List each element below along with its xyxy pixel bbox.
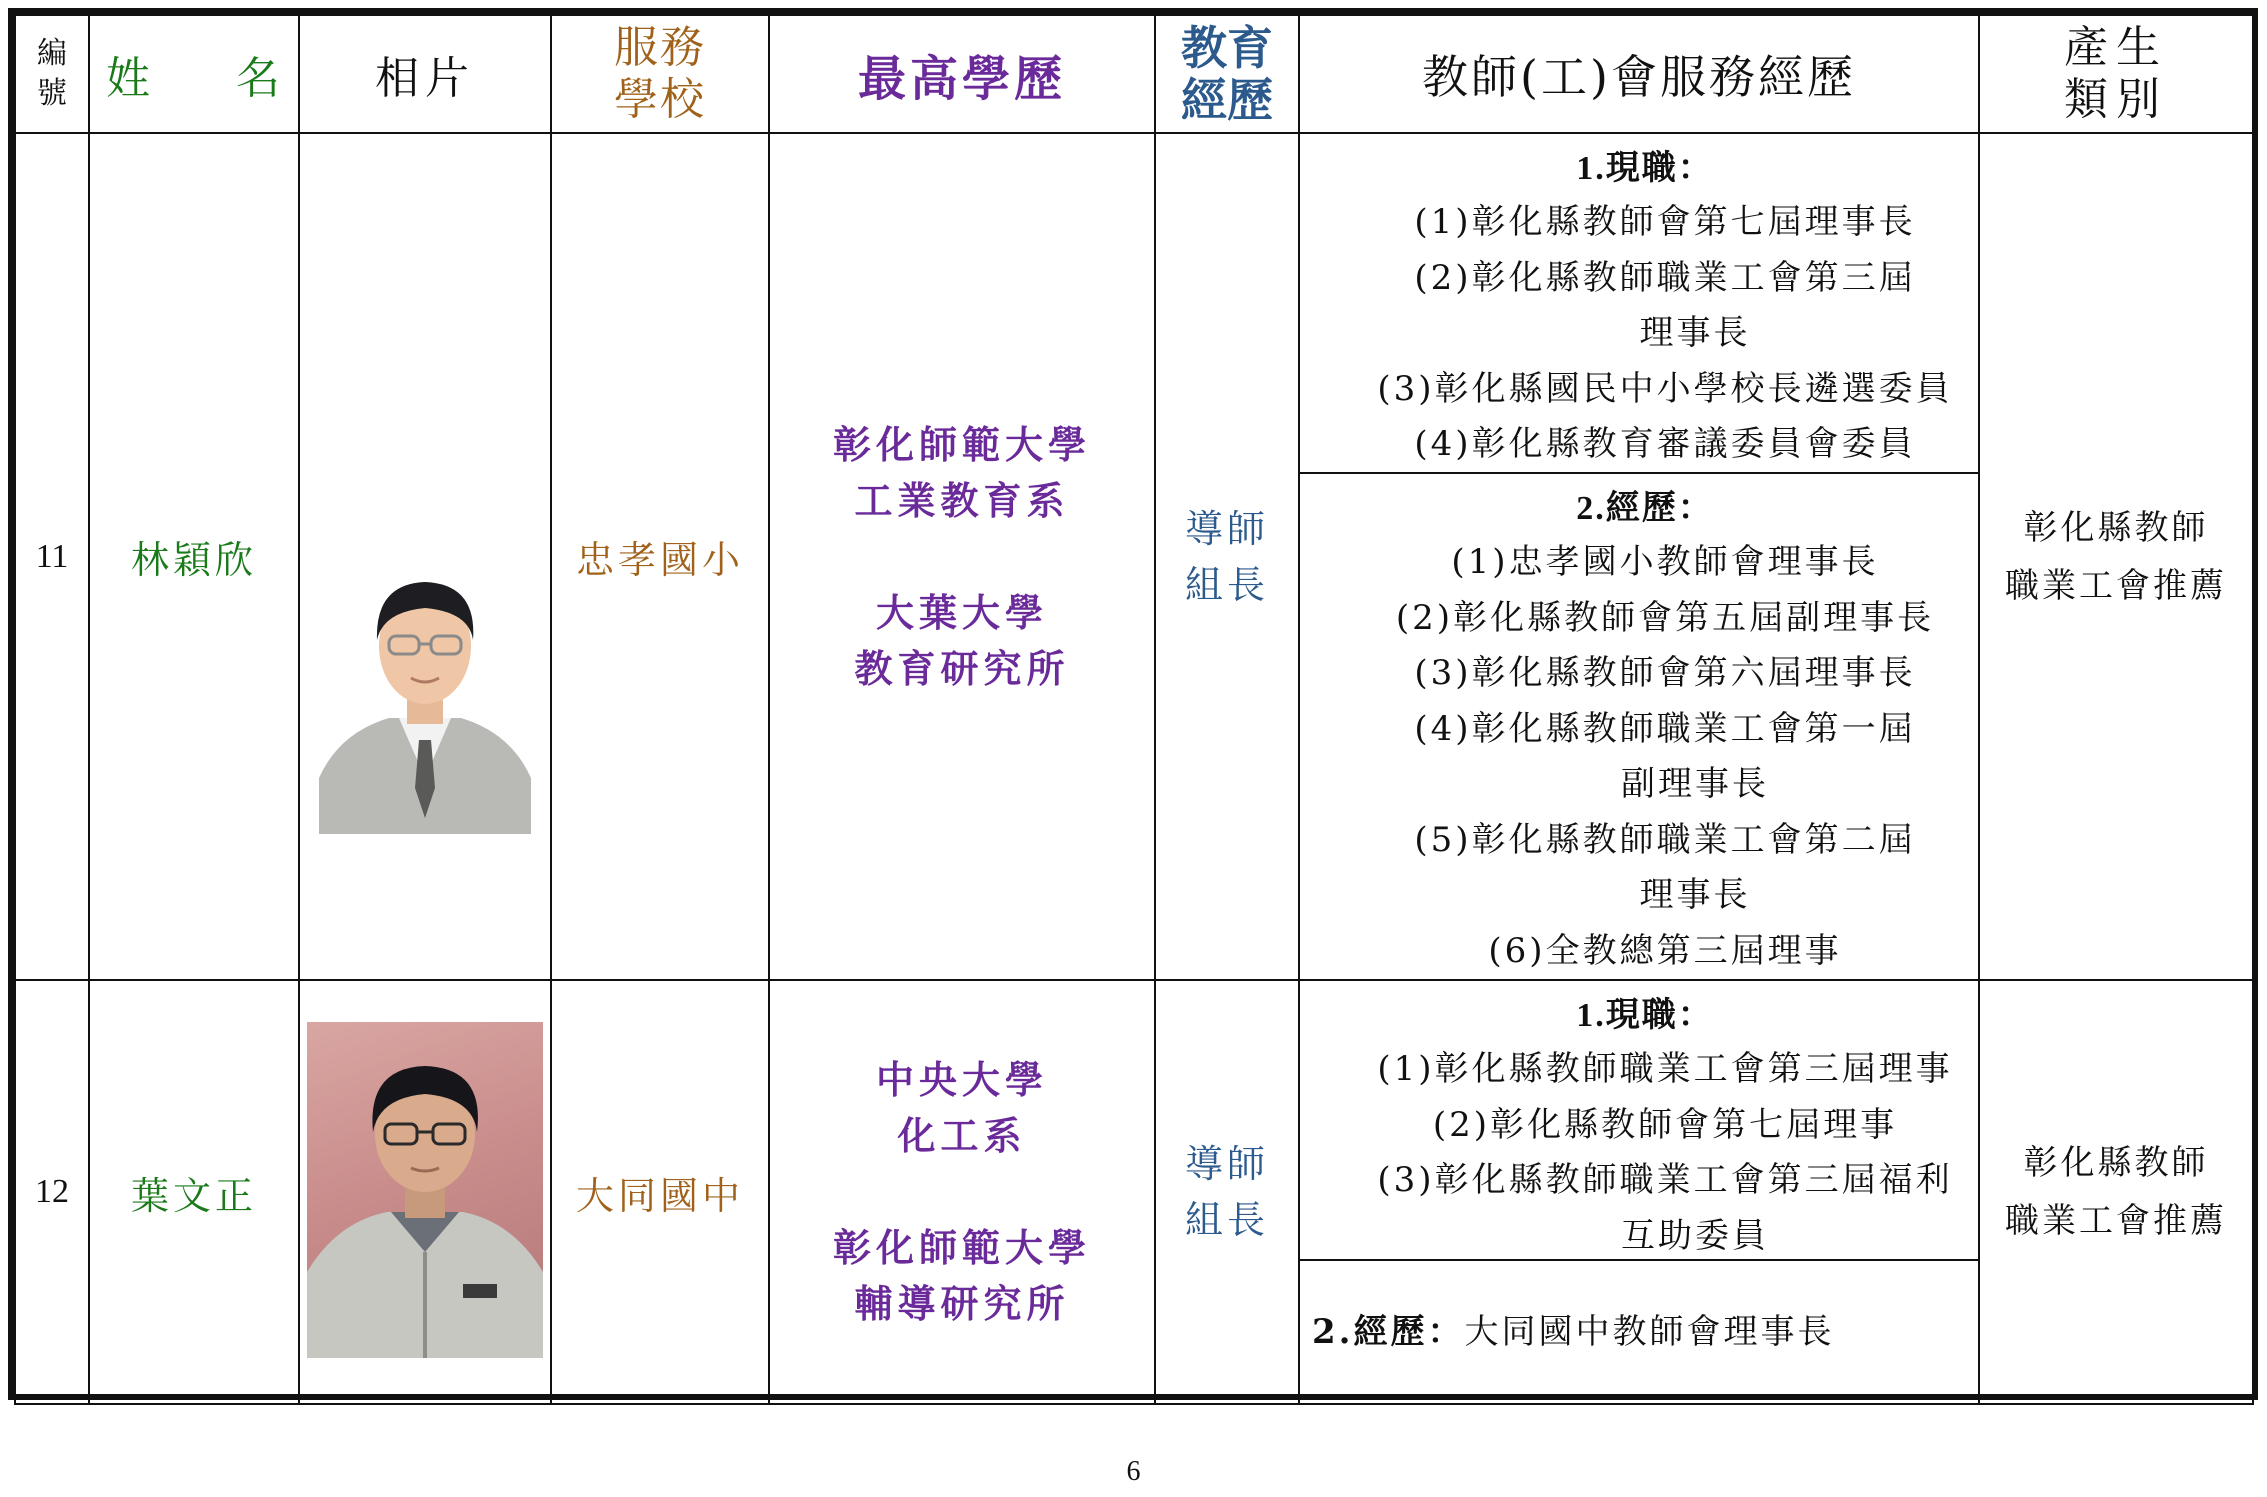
union-service-cell — [1299, 133, 1979, 980]
list-item: (4)彰化縣教育審議委員會委員 — [1414, 424, 1916, 464]
header-education: 最高學歷 — [769, 15, 1155, 133]
past-positions: 2.經歷： (1)忠孝國小教師會理事長 (2)彰化縣教師會第五屆副理事長 (3)彰化縣教師會第六屆理事長 (4)彰化縣教師職業工會第一屆 副理事長 (5)彰化縣教師職業工會第二屆 理事長 (6)全教總第三屆理事 — [1300, 472, 1978, 979]
list-item: (2)彰化縣教師會第五屆副理事長 — [1395, 597, 1935, 638]
category-cell: 彰化縣教師 職業工會推薦 — [1979, 980, 2253, 1404]
candidate-photo-cell — [299, 980, 551, 1404]
list-item: (4)彰化縣教師職業工會第一屆 — [1414, 708, 1916, 749]
education-cell: 中央大學 化工系 彰化師範大學 輔導研究所 — [769, 980, 1155, 1404]
experience-cell: 導師 組長 — [1155, 133, 1299, 980]
past-positions: 2.經歷：大同國中教師會理事長 — [1300, 1259, 1978, 1403]
row-number: 11 — [15, 133, 89, 980]
list-item: (1)彰化縣教師職業工會第三屆理事 — [1377, 1049, 1953, 1089]
list-item: (2)彰化縣教師會第七屆理事 — [1432, 1104, 1898, 1145]
header-union-service: 教師(工)會服務經歷 — [1299, 15, 1979, 133]
header-no: 編 號 — [15, 15, 89, 133]
candidate-photo-cell — [299, 133, 551, 980]
table-header-row — [15, 15, 2253, 133]
list-item: 大同國中教師會理事長 — [1464, 1312, 1835, 1352]
list-item: 互助委員 — [1621, 1215, 1769, 1256]
candidate-name: 林穎欣 — [89, 133, 299, 980]
portrait-photo-icon — [307, 1022, 543, 1358]
education-cell: 彰化師範大學 工業教育系 大葉大學 教育研究所 — [769, 133, 1155, 980]
service-school: 忠孝國小 — [551, 133, 769, 980]
candidate-table — [14, 14, 2254, 1405]
header-category: 產生 類別 — [1979, 15, 2253, 133]
current-positions: 1.現職： (1)彰化縣教師職業工會第三屆理事 (2)彰化縣教師會第七屆理事 (3)彰化縣教師職業工會第三屆福利 互助委員 — [1300, 981, 1978, 1259]
union-service-cell — [1299, 980, 1979, 1404]
header-experience: 教育 經歷 — [1155, 15, 1299, 133]
table-row — [15, 133, 2253, 980]
list-item: (2)彰化縣教師職業工會第三屆 — [1414, 257, 1916, 298]
list-item: (1)忠孝國小教師會理事長 — [1451, 542, 1879, 582]
category-cell: 彰化縣教師 職業工會推薦 — [1979, 133, 2253, 980]
list-item: (3)彰化縣教師職業工會第三屆福利 — [1377, 1160, 1953, 1200]
portrait-photo-icon — [319, 528, 531, 834]
list-item: (3)彰化縣教師會第六屆理事長 — [1414, 653, 1916, 693]
row-number: 12 — [15, 980, 89, 1404]
list-item: (6)全教總第三屆理事 — [1488, 930, 1842, 971]
list-item: (3)彰化縣國民中小學校長遴選委員 — [1377, 368, 1953, 409]
list-item: 副理事長 — [1621, 764, 1769, 804]
list-item: (1)彰化縣教師會第七屆理事長 — [1414, 202, 1916, 242]
service-school: 大同國中 — [551, 980, 769, 1404]
header-photo: 相片 — [299, 15, 551, 133]
list-item: (5)彰化縣教師職業工會第二屆 — [1414, 819, 1916, 860]
list-item: 理事長 — [1639, 875, 1751, 915]
header-name: 姓 名 — [89, 15, 299, 133]
list-item: 理事長 — [1639, 313, 1751, 353]
table-row — [15, 980, 2253, 1404]
candidate-name: 葉文正 — [89, 980, 299, 1404]
current-positions: 1.現職： (1)彰化縣教師會第七屆理事長 (2)彰化縣教師職業工會第三屆 理事長 (3)彰化縣國民中小學校長遴選委員 (4)彰化縣教育審議委員會委員 — [1300, 134, 1978, 472]
header-school: 服務 學校 — [551, 15, 769, 133]
experience-cell: 導師 組長 — [1155, 980, 1299, 1404]
page-number: 6 — [1126, 1456, 1141, 1487]
